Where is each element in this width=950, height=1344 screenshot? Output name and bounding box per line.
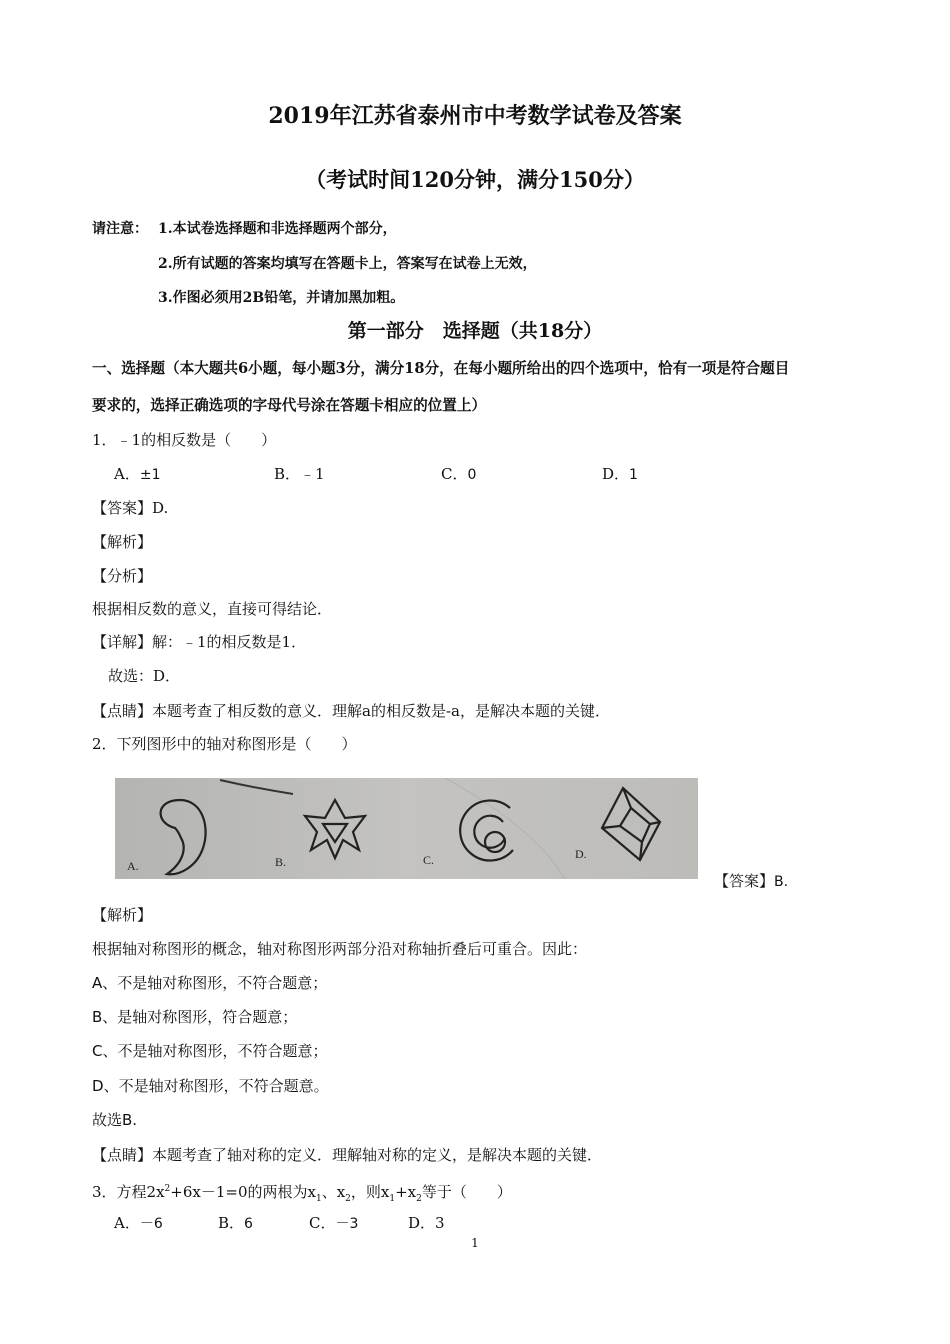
exam-subtitle: （考试时间120分钟，满分150分） [305,167,645,192]
q3-option-c: C．－3 [309,1214,359,1232]
notice-item-1: 1.本试卷选择题和非选择题两个部分， [158,221,397,237]
q1-option-b: B．﹣1 [274,465,325,483]
q3-stem: 3．方程$2x^2+6x-1=0$的两根为$x_1$、$x_2$，则$x_1+x_2$等于（ ） [92,1183,512,1204]
document-title: 2019年江苏省泰州市中考数学试卷及答案 [268,103,682,129]
q1-fenxi-text: 根据相反数的意义，直接可得结论． [92,600,333,618]
q3-option-a: A．－6 [114,1214,163,1232]
notice-item-2: 2.所有试题的答案均填写在答题卡上，答案写在试卷上无效， [158,256,537,272]
q1-option-d: D．1 [602,465,638,483]
q1-answer: 【答案】D. [92,499,169,517]
q2-stem: 2．下列图形中的轴对称图形是（ ） [92,735,357,753]
q2-item-d: D、不是轴对称图形，不符合题意。 [92,1077,329,1095]
q1-detail: 【详解】解：﹣1的相反数是1． [92,633,307,651]
part-title: 第一部分 选择题（共18分） [347,320,603,342]
q1-option-a: A．±1 [114,465,161,483]
q1-jiexi-heading: 【解析】 [92,533,153,551]
q2-item-c: C、不是轴对称图形，不符合题意； [92,1042,328,1060]
q1-option-c: C．0 [441,465,477,483]
figure-label-d: D. [575,847,587,861]
q2-jiexi-heading: 【解析】 [92,906,153,924]
photo-background [115,778,698,879]
figure-label-a: A. [127,859,139,873]
figure-label-c: C. [423,853,435,867]
q2-shapes-photo [115,778,698,879]
q1-stem: 1．﹣1的相反数是（ ） [92,431,277,449]
notice-item-3: 3.作图必须用2B铅笔，并请加黑加粗。 [158,290,405,306]
q2-answer: 【答案】B. [714,872,789,890]
q3-option-d: D．3 [408,1214,445,1232]
section-intro-line1: 一、选择题（本大题共6小题，每小题3分，满分18分，在每小题所给出的四个选项中，恰有一项是符合题目 [92,360,790,377]
page-number: 1 [471,1236,479,1250]
q2-choose: 故选B. [92,1111,138,1129]
section-intro-line2: 要求的，选择正确选项的字母代号涂在答题卡相应的位置上） [92,397,487,414]
q3-option-b: B．6 [218,1214,253,1232]
q2-review: 【点睛】本题考查了轴对称的定义．理解轴对称的定义，是解决本题的关键． [92,1146,603,1164]
q1-choose: 故选：D． [108,667,181,685]
q2-item-a: A、不是轴对称图形，不符合题意； [92,974,328,992]
notice-label: 请注意： [92,221,148,237]
q1-fenxi-heading: 【分析】 [92,567,153,585]
q2-intro: 根据轴对称图形的概念，轴对称图形两部分沿对称轴折叠后可重合。因此： [92,940,588,958]
figure-label-b: B. [275,855,287,869]
q1-review: 【点睛】本题考查了相反数的意义．理解a的相反数是-a，是解决本题的关键． [92,702,610,720]
q2-item-b: B、是轴对称图形，符合题意； [92,1008,298,1026]
